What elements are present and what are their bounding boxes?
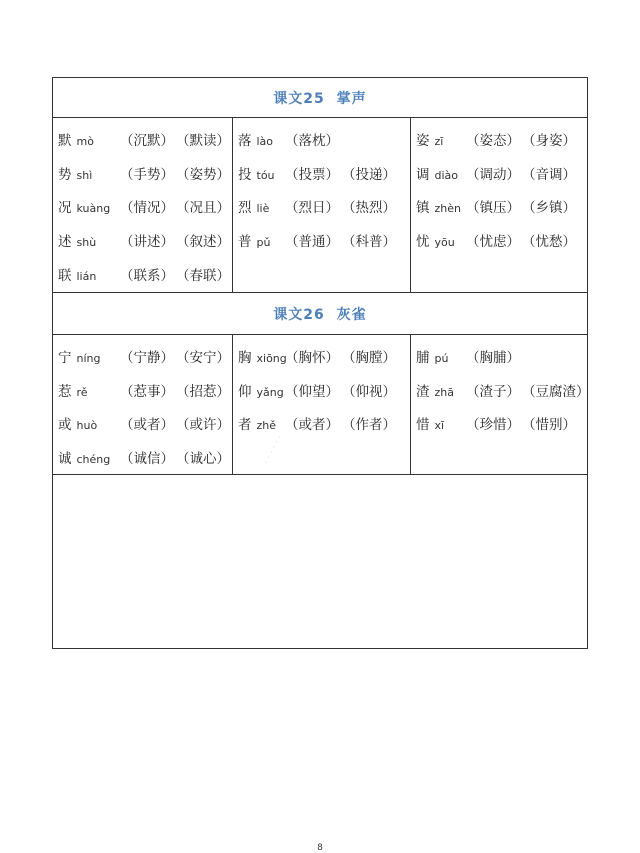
lesson-26-header [53, 293, 587, 335]
vocab-entry [58, 346, 228, 366]
vocab-entry [58, 380, 228, 400]
vocab-entry [58, 129, 228, 149]
vocab-char: 渣 [416, 383, 430, 400]
vocab-word: （作者） [342, 417, 396, 434]
vocab-pinyin: pú [434, 352, 449, 365]
vocab-table [52, 77, 588, 649]
vocab-entry [58, 163, 228, 183]
vocab-char: 姿 [416, 133, 430, 149]
vocab-pinyin: yǎng [256, 385, 284, 399]
vocab-word: （讲述） [120, 234, 174, 251]
vocab-entry [416, 230, 586, 250]
vocab-word: （春联） [176, 267, 230, 284]
vocab-pinyin: tóu [256, 168, 275, 182]
vocab-pinyin: níng [76, 352, 101, 365]
vocab-word: （乡镇） [522, 200, 576, 217]
vocab-pinyin: lào [256, 135, 274, 148]
vocab-word: （渣子） [466, 383, 520, 400]
vocab-pinyin: lián [76, 269, 97, 283]
vocab-pinyin: liè [256, 202, 270, 216]
vocab-pinyin: chéng [76, 453, 111, 467]
vocab-char: 普 [238, 234, 252, 251]
vocab-char: 调 [416, 166, 430, 183]
vocab-entry [238, 196, 408, 216]
vocab-entry [416, 196, 586, 216]
vocab-pinyin: xī [434, 419, 445, 433]
vocab-word: （惹事） [120, 383, 174, 400]
vocab-word: （诚信） [120, 451, 174, 468]
watermark: · · · · · · [261, 433, 286, 467]
vocab-pinyin: shì [76, 168, 93, 182]
vocab-word: （忧虑） [466, 234, 520, 251]
vocab-entry [58, 264, 228, 284]
vocab-char: 仰 [238, 383, 252, 400]
vocab-word: （姿态） [466, 133, 520, 149]
vocab-char: 联 [58, 267, 72, 284]
vocab-entry [58, 413, 228, 433]
vocab-pinyin: zhèn [434, 202, 461, 216]
vocab-char: 宁 [58, 350, 72, 366]
vocab-word: （投票） [285, 166, 339, 183]
vocab-char: 惹 [58, 383, 72, 400]
vocab-word: （沉默） [120, 133, 174, 149]
vocab-entry [416, 129, 586, 149]
vocab-word: （镇压） [466, 200, 520, 217]
vocab-pinyin: zhā [434, 385, 454, 399]
vocab-entry [238, 380, 408, 400]
vocab-entry [416, 380, 590, 400]
vocab-word: （烈日） [285, 200, 339, 217]
vocab-char: 脯 [416, 350, 430, 366]
vocab-word: （投递） [342, 166, 396, 183]
vocab-char: 诚 [58, 451, 72, 468]
vocab-char: 默 [58, 133, 72, 149]
vocab-char: 镇 [416, 200, 430, 217]
vocab-word: （宁静） [120, 350, 174, 366]
vocab-word: （调动） [466, 166, 520, 183]
vocab-pinyin: kuàng [76, 202, 111, 216]
vocab-entry [238, 346, 408, 366]
vocab-entry [416, 163, 586, 183]
vocab-word: （手势） [120, 166, 174, 183]
vocab-word: （仰望） [285, 383, 339, 400]
vocab-word: （豆腐渣） [522, 383, 590, 400]
vocab-pinyin: mò [76, 135, 94, 148]
vocab-word: （普通） [285, 234, 339, 251]
vocab-entry [238, 230, 408, 250]
vocab-pinyin: huò [76, 419, 98, 433]
page-number: 8 [317, 843, 323, 853]
vocab-entry [238, 413, 408, 433]
vocab-word: （仰视） [342, 383, 396, 400]
lesson-25-title [270, 88, 369, 108]
vocab-word: （胸脯） [466, 350, 520, 366]
vocab-word: （叙述） [176, 234, 230, 251]
vocab-word: （忧愁） [522, 234, 576, 251]
vocab-word: （身姿） [522, 133, 576, 149]
vocab-char: 投 [238, 166, 252, 183]
vocab-entry [238, 129, 408, 149]
vocab-word: （招惹） [176, 383, 230, 400]
vocab-pinyin: diào [434, 168, 459, 182]
vocab-word: （科普） [342, 234, 396, 251]
vocab-word: （诚心） [176, 451, 230, 468]
vocab-word: （姿势） [176, 166, 230, 183]
vocab-char: 惜 [416, 417, 430, 434]
vocab-word: （安宁） [176, 350, 230, 366]
vocab-pinyin: xiōng [256, 352, 287, 365]
vocab-char: 况 [58, 200, 72, 217]
vocab-entry [416, 413, 586, 433]
vocab-word: （胸膛） [342, 350, 396, 366]
vocab-char: 忧 [416, 234, 430, 251]
lesson-25-name: 掌声 [336, 90, 367, 107]
vocab-word: （情况） [120, 200, 174, 217]
vocab-pinyin: rě [76, 385, 88, 399]
vocab-pinyin: yōu [434, 236, 455, 250]
vocab-word: （联系） [120, 267, 174, 284]
vocab-pinyin: zhě [256, 419, 277, 433]
vocab-entry [58, 447, 228, 467]
vocab-char: 述 [58, 234, 72, 251]
vocab-word: （热烈） [342, 200, 396, 217]
vocab-word: （或者） [285, 417, 339, 434]
vocab-entry [238, 163, 408, 183]
lesson-26-number: 课文26 [273, 306, 325, 323]
vocab-word: （或者） [120, 417, 174, 434]
vocab-entry [58, 196, 228, 216]
lesson-26-name: 灰雀 [336, 306, 367, 323]
lesson-26-title [270, 304, 369, 324]
vocab-word: （况且） [176, 200, 230, 217]
vocab-word: （音调） [522, 166, 576, 183]
vocab-word: （胸怀） [285, 350, 339, 366]
vocab-char: 或 [58, 417, 72, 434]
vocab-word: （珍惜） [466, 417, 520, 434]
vocab-pinyin: zī [434, 135, 444, 148]
vocab-char: 胸 [238, 350, 252, 366]
vocab-word: （默读） [176, 133, 230, 149]
vocab-pinyin: pǔ [256, 236, 271, 250]
vocab-word: （或许） [176, 417, 230, 434]
vocab-entry [416, 346, 586, 366]
lesson-25-header [53, 78, 587, 118]
vocab-pinyin: shù [76, 236, 97, 250]
vocab-char: 势 [58, 166, 72, 183]
vocab-word: （惜别） [522, 417, 576, 434]
vocab-char: 落 [238, 133, 252, 149]
vocab-word: （落枕） [285, 133, 339, 149]
vocab-entry [58, 230, 228, 250]
lesson-25-number: 课文25 [273, 90, 325, 107]
vocab-char: 烈 [238, 200, 252, 217]
vocab-char: 者 [238, 417, 252, 434]
